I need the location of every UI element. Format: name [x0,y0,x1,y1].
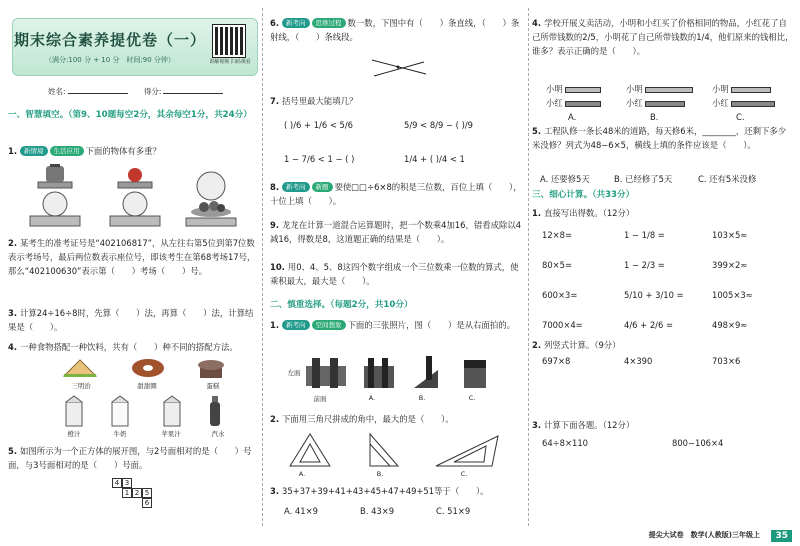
question-1-6 [270,16,526,44]
option-a: A. [368,394,376,402]
calc-item: 399×2≈ [712,260,748,270]
question-number: 9. [270,220,280,230]
food-label-2: 甜甜圈 [137,382,157,390]
net-face: 1 [122,488,132,498]
tag-topic: 新题 [312,182,333,192]
section-3-title: 三、细心计算。（共33分） [532,190,635,200]
calc-item: 800−106×4 [672,438,724,448]
footer-book: 提尖大试卷 数学(人教版)三年级上 [648,531,760,539]
scales-illustration [26,164,246,230]
question-number: 8. [270,182,280,192]
net-face: 4 [112,478,122,488]
question-text: 下面的物体有多重？ [85,146,161,156]
option-a: A. [568,112,577,122]
row-label: 小明 [626,84,643,94]
exam-banner [12,18,258,76]
tag-topic: 生活应用 [50,146,84,156]
question-number: 10. [270,262,285,272]
bar-diagram-c2 [712,96,794,110]
label-left: 左面 [287,369,301,377]
label-front: 前面 [313,395,327,403]
question-1-8 [270,180,526,208]
question-text: 数一数，下图中有（ ）条直线，（ ）条射线，（ ）条线段。 [270,18,520,42]
scale-3-icon [186,172,236,226]
score-label: 得分: [143,87,162,96]
question-number: 4. [532,18,542,28]
question-2-2 [270,412,526,426]
calc-item: 12×8= [542,230,573,240]
net-face: 6 [142,498,152,508]
net-face: 5 [142,488,152,498]
angle-a-icon [290,434,330,466]
drink-label-2: 牛奶 [113,430,127,438]
tag-topic: 思维过程 [312,18,346,28]
option-a: A. [298,470,306,478]
drink-label-1: 橙汁 [67,430,81,438]
column-middle [270,0,526,546]
net-face: 3 [122,478,132,488]
row-label: 小红 [546,98,563,108]
drinks-illustration [60,394,230,428]
calc-item: 697×8 [542,356,571,366]
question-text: 35+37+39+41+43+45+47+49+51等于（ ）。 [282,486,489,496]
calc-item: 7000×4= [542,320,583,330]
option-c: C. [736,112,745,122]
option-c: C. 51×9 [436,506,471,516]
column-divider [262,8,263,526]
photo-a-icon [364,358,394,388]
question-3-3 [532,418,794,432]
calc-item: 103×5≈ [712,230,748,240]
foods-illustration [58,356,238,380]
option-b: B. 已经修了5天 [614,174,673,184]
question-text: 括号里最大能填几？ [282,96,358,106]
page-number: 35 [771,530,792,542]
orange-juice-icon [66,396,82,426]
name-field[interactable] [68,86,128,94]
tag-topic: 空间想象 [312,320,346,330]
calc-item: 1 − 1/8 = [624,230,665,240]
calc-item: 5/10 + 3/10 = [624,290,684,300]
question-text: 直接写出得数。（12分） [544,208,635,218]
cake-icon [198,360,224,378]
exam-subtitle: （满分:100 分 + 10 分 时间:90 分钟） [45,56,175,64]
inequality-3: 1 − 7/6 < 1 − ( ) [284,154,355,164]
sandwich-icon [64,360,96,377]
apple-juice-icon [164,396,180,426]
question-number: 2. [8,238,18,248]
scale-2-icon [110,168,160,226]
question-text: 学校开展义卖活动，小明和小红买了价格相同的物品，小红花了自己所带钱数的2/5，小明花了自己所带钱数的1/4，他们原来的钱相比，谁多？表示正确的是（ ）。 [532,18,794,56]
option-b: B. 43×9 [360,506,395,516]
drink-label-3: 苹果汁 [161,430,181,438]
question-text: 下面的三张照片，图（ ）是从右面拍的。 [347,320,516,330]
question-1-10 [270,260,526,288]
calc-item: 4×390 [624,356,653,366]
question-2-3 [270,484,526,498]
question-text: 要使□□÷6×8的积是三位数，百位上填（ ），十位上填（ ）。 [270,182,522,206]
exam-title: 期末综合素养提优卷（一） [13,31,206,49]
calc-item: 4/6 + 2/6 = [624,320,673,330]
question-1-4 [8,340,258,354]
question-number: 3. [532,420,542,430]
question-number: 3. [270,486,280,496]
column-divider [528,8,529,526]
question-1-5 [8,444,258,472]
model-icon [306,358,346,388]
question-text: 某考生的准考证号是“402106817”，从左往右第5位到第7位数表示考场号，最后两位数表示座位号，即该考生在第68考场17号，那么“402100630”表示第（ ）考场（ ）号。 [8,238,256,276]
question-1-3 [8,306,258,334]
soda-icon [210,396,220,426]
calc-item: 1005×3≈ [712,290,753,300]
row-label: 小明 [712,84,729,94]
photos-illustration [300,356,500,396]
tag-new: 新考向 [282,320,310,330]
question-1-1 [8,144,258,158]
tag-new: 新考向 [282,182,310,192]
set-squares-illustration [286,432,506,470]
column-left [8,0,258,546]
question-3-1 [532,206,794,220]
option-a: A. 41×9 [284,506,318,516]
question-text: 一种食物搭配一种饮料，共有（ ）种不同的搭配方法。 [20,342,238,352]
qr-code-icon[interactable] [213,25,245,57]
name-label: 姓名: [48,87,66,96]
question-number: 1. [8,146,18,156]
net-face: 2 [132,488,142,498]
question-2-4 [532,16,794,58]
question-number: 3. [8,308,18,318]
option-b: B. [376,470,384,478]
calc-item: 1 − 2/3 = [624,260,665,270]
option-c: C. 还有5米没修 [698,174,757,184]
calc-item: 600×3= [542,290,578,300]
option-b: B. [650,112,659,122]
question-number: 1. [532,208,542,218]
question-3-2 [532,338,794,352]
angle-c-icon [436,436,498,466]
food-label-3: 蛋糕 [206,382,220,390]
section-2-title: 二、慎重选择。（每题2分，共10分） [270,300,413,310]
question-1-7 [270,94,526,108]
bar-diagram-c [712,82,794,96]
question-text: 计算24÷16÷8时，先算（ ）法，再算（ ）法，计算结果是（ ）。 [8,308,254,332]
question-2-5 [532,124,794,152]
question-text: 列竖式计算。（9分） [544,340,621,350]
donut-icon [132,359,164,377]
question-number: 5. [532,126,542,136]
question-number: 2. [270,414,280,424]
option-b: B. [418,394,426,402]
inequality-2: 5/9 < 8/9 − ( )/9 [404,120,473,130]
tag-new: 新考向 [282,18,310,28]
question-text: 用0、4、5、8这四个数字组成一个三位数乘一位数的算式，使乘积最大，最大是（ ）。 [270,262,519,286]
calc-item: 80×5= [542,260,573,270]
option-c: C. [460,470,468,478]
question-number: 1. [270,320,280,330]
column-right [532,0,794,546]
question-text: 下面用三角尺拼成的角中，最大的是（ ）。 [282,414,454,424]
question-2-1 [270,318,526,332]
question-text: 龙龙在计算一道混合运算题时，把一个数乘4加16，错看成除以4减16，得数是8，这道题正确的结果是（ ）。 [270,220,522,244]
section-1-title: 一、智慧填空。（第9、10题每空2分，其余每空1分，共24分） [8,110,252,120]
row-label: 小红 [626,98,643,108]
question-text: 计算下面各题。（12分） [544,420,635,430]
calc-item: 498×9≈ [712,320,748,330]
question-1-2 [8,236,258,278]
inequality-4: 1/4 + ( )/4 < 1 [404,154,465,164]
calc-item: 703×6 [712,356,741,366]
milk-icon [112,396,128,426]
question-text: 工程队修一条长48米的道路，每天修6米，________，还剩下多少米没修？列式为48−6×5，横线上填的条件应该是（ ）。 [532,126,787,150]
question-number: 6. [270,18,280,28]
drink-label-4: 汽水 [211,430,225,438]
photo-c-icon [464,360,486,388]
option-c: C. [468,394,476,402]
qr-caption: 讲解视频 扫码观看 [209,59,251,65]
question-number: 5. [8,446,18,456]
question-number: 4. [8,342,18,352]
inequality-1: ( )/6 + 1/6 < 5/6 [284,120,353,130]
option-a: A. 还要修5天 [540,174,590,184]
score-field[interactable] [163,86,223,94]
scale-1-icon [30,164,80,226]
row-label: 小红 [712,98,729,108]
photo-b-icon [414,356,438,388]
question-text: 如图所示为一个正方体的展开图，与2号面相对的是（ ）号面，与3号面相对的是（ ）号面。 [8,446,252,470]
tag-new: 新情境 [20,146,48,156]
angle-b-icon [370,434,398,466]
question-number: 2. [532,340,542,350]
question-1-9 [270,218,526,246]
question-number: 7. [270,96,280,106]
student-info [48,86,237,97]
food-label-1: 三明治 [71,382,91,390]
row-label: 小明 [546,84,563,94]
lines-figure [370,54,430,82]
calc-item: 64÷8×110 [542,438,589,448]
